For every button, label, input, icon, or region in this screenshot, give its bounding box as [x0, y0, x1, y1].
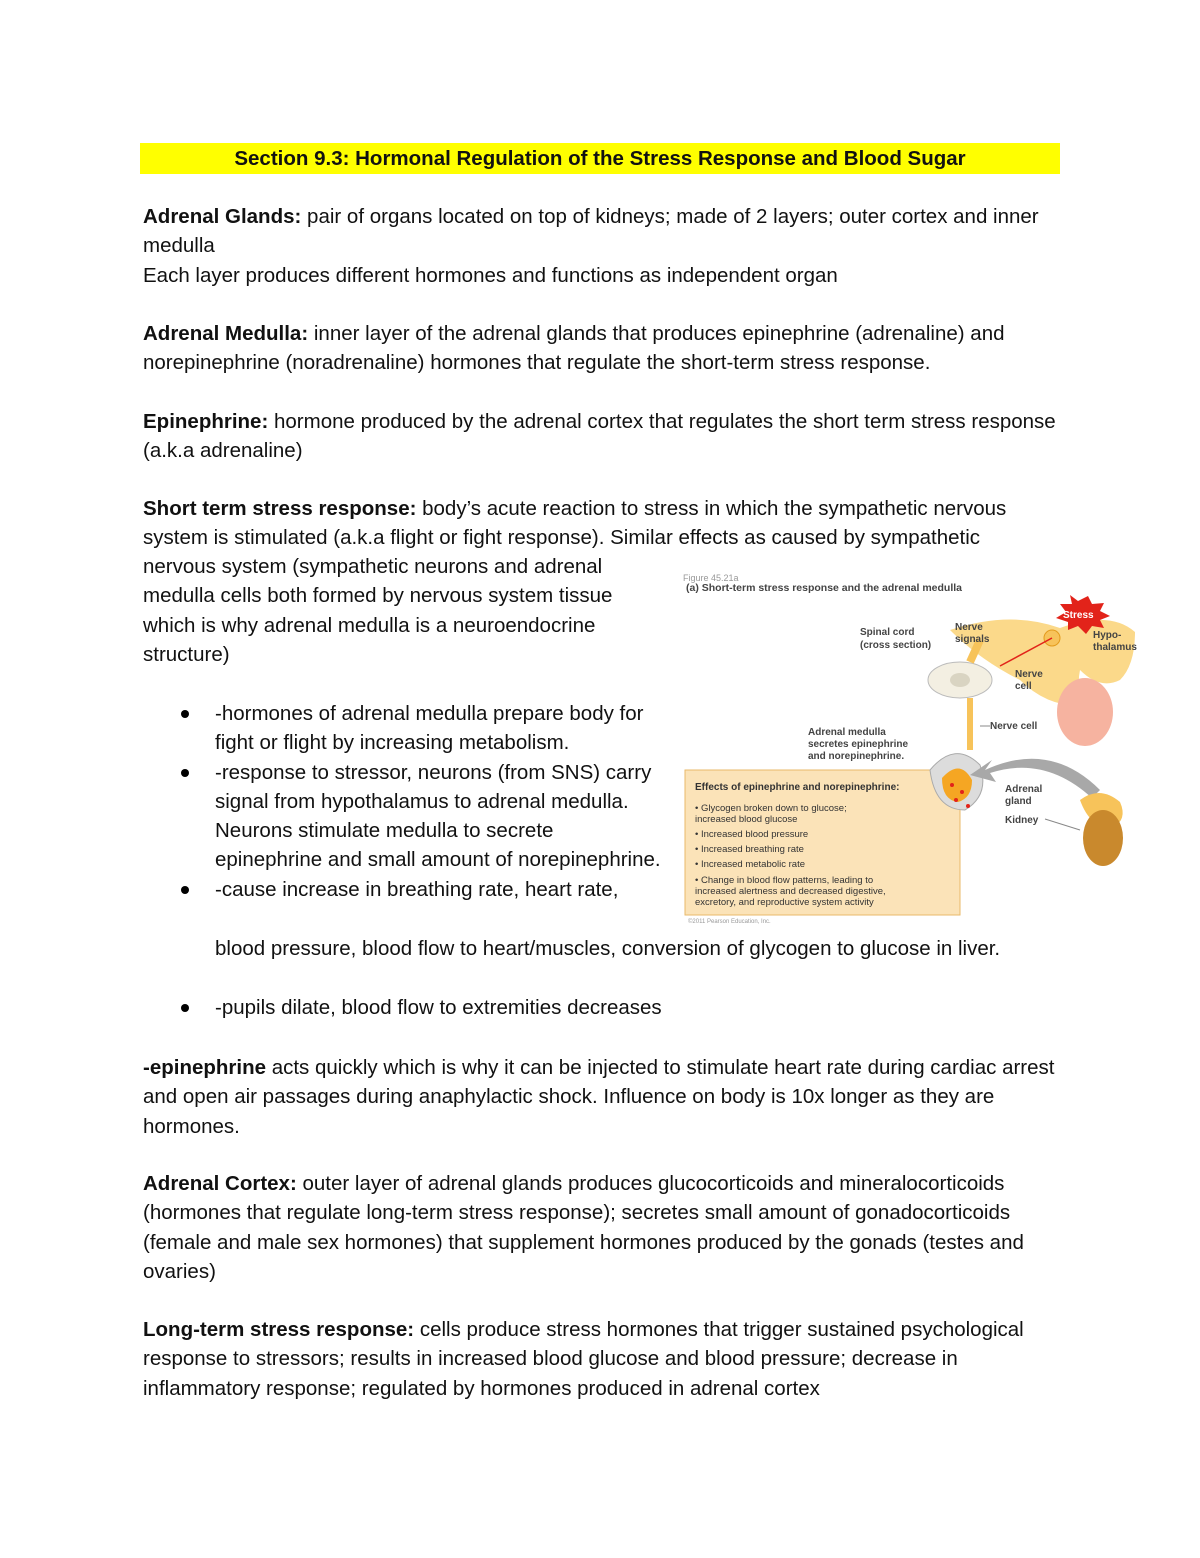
adrenal-glands-line2: Each layer produces different hormones and functions as independent organ [143, 263, 838, 287]
bullet-icon [181, 769, 189, 777]
effect-line: increased alertness and decreased digestive, [695, 886, 886, 897]
figure-label: Figure 45.21a [683, 573, 739, 583]
bullet-icon [181, 886, 189, 894]
epinephrine-note-text: acts quickly which is why it can be injected to stimulate heart rate during cardiac arrest and open air passages during anaphylactic shock. Influence on body is 10x longer as they are hormones. [143, 1056, 1055, 1138]
list-item: -cause increase in breathing rate, heart rate, [143, 875, 663, 904]
adrenal-gland-label-1: Adrenal [1005, 784, 1043, 795]
adrenal-medulla-text: inner layer of the adrenal glands that produces epinephrine (adrenaline) and norepinephrine (noradrenaline) hormones that regulate the short-term stress response. [143, 322, 1005, 375]
hypothalamus-label-1: Hypo- [1093, 630, 1122, 641]
bullet-list-bottom [143, 993, 1058, 1022]
nerve-cell-label: Nerve cell [990, 721, 1038, 732]
effect-line: excretory, and reproductive system activity [695, 897, 874, 908]
spinal-cord-label-1: Spinal cord [860, 627, 915, 638]
effect-line: increased blood glucose [695, 814, 798, 825]
list-item: -pupils dilate, blood flow to extremities decreases [143, 993, 1058, 1022]
effect-line: • Increased metabolic rate [695, 859, 805, 870]
figure-copyright: ©2011 Pearson Education, Inc. [688, 919, 771, 925]
term-epinephrine: Epinephrine: [143, 410, 269, 433]
short-term-text: body’s acute reaction to stress in which the sympathetic nervous system is stimulated (a.k.a flight or fight response). Similar effects as caused by sympathetic [143, 497, 1007, 550]
kidney-label: Kidney [1005, 815, 1039, 826]
term-adrenal-glands: Adrenal Glands: [143, 205, 302, 228]
hypothalamus-label-2: thalamus [1093, 642, 1137, 653]
term-adrenal-cortex: Adrenal Cortex: [143, 1172, 297, 1195]
figure-caption: (a) Short-term stress response and the adrenal medulla [686, 582, 962, 594]
hormone-dot [966, 804, 970, 808]
nerve-signals-label-1: Nerve [955, 622, 983, 633]
short-term-continuation: nervous system (sympathetic neurons and adrenal medulla cells both formed by nervous system tissue which is why adrenal medulla is a neuroendocrine structure) [143, 555, 613, 666]
kidney-pointer [1045, 819, 1080, 830]
hormone-dot [950, 783, 954, 787]
effect-line: • Change in blood flow patterns, leading to [695, 875, 874, 886]
adrenal-medulla-label-3: and norepinephrine. [808, 751, 905, 762]
effect-line: • Increased blood pressure [695, 829, 809, 840]
kidney-icon [1083, 810, 1123, 866]
section-title: Section 9.3: Hormonal Regulation of the Stress Response and Blood Sugar [140, 143, 1060, 174]
adrenal-cortex-text: outer layer of adrenal glands produces glucocorticoids and mineralocorticoids (hormones that regulate long-term stress response); secretes small amount of gonadocorticoids (female and male sex hormones) that supplement hormones produced by the gonads (testes and ovaries) [143, 1172, 1024, 1283]
bullet-icon [181, 1004, 189, 1012]
stress-response-figure [680, 570, 1140, 925]
long-term-definition [143, 1315, 1058, 1403]
effect-line: • Increased breathing rate [695, 844, 804, 855]
term-adrenal-medulla: Adrenal Medulla: [143, 322, 309, 345]
nerve-signals-label-2: signals [955, 634, 990, 645]
bullet-list-top [143, 699, 663, 904]
epinephrine-definition [143, 407, 1058, 466]
list-item: -hormones of adrenal medulla prepare body for fight or flight by increasing metabolism. [143, 699, 663, 758]
nerve-cell-top-label-1: Nerve [1015, 669, 1043, 680]
adrenal-cortex-definition [143, 1169, 1058, 1286]
adrenal-medulla-definition [143, 319, 1058, 378]
bullet-icon [181, 710, 189, 718]
list-item: -response to stressor, neurons (from SNS) carry signal from hypothalamus to adrenal medulla. Neurons stimulate medulla to secrete epinephrine and small amount of norepinephrine. [143, 758, 663, 875]
epinephrine-note [143, 1053, 1058, 1141]
long-term-text: cells produce stress hormones that trigger sustained psychological response to stressors; results in increased blood glucose and blood pressure; decrease in inflammatory response; regulated by hormones produced in adrenal cortex [143, 1318, 1024, 1400]
term-epinephrine-note: -epinephrine [143, 1056, 267, 1079]
adrenal-medulla-label-2: secretes epinephrine [808, 739, 909, 750]
adrenal-gland-label-2: gland [1005, 796, 1032, 807]
stress-label: Stress [1063, 610, 1094, 621]
effects-title: Effects of epinephrine and norepinephrine: [695, 782, 900, 793]
nerve-cell-top-label-2: cell [1015, 681, 1032, 692]
adrenal-glands-text: pair of organs located on top of kidneys; made of 2 layers; outer cortex and inner medulla [143, 205, 1039, 258]
hormone-dot [960, 790, 964, 794]
effect-line: • Glycogen broken down to glucose; [695, 803, 847, 814]
adrenal-glands-definition [143, 202, 1058, 290]
spinal-cord-label-2: (cross section) [860, 640, 932, 651]
epinephrine-text: hormone produced by the adrenal cortex that regulates the short term stress response (a.k.a adrenaline) [143, 410, 1056, 463]
term-long-term: Long-term stress response: [143, 1318, 415, 1341]
spinal-cord-center [950, 673, 970, 687]
adrenal-medulla-label-1: Adrenal medulla [808, 727, 886, 738]
term-short-term: Short term stress response: [143, 497, 417, 520]
bullet-3-continuation: blood pressure, blood flow to heart/muscles, conversion of glycogen to glucose in liver. [215, 937, 1001, 960]
pituitary-shape [1057, 678, 1113, 746]
hormone-dot [954, 798, 958, 802]
short-term-definition [143, 494, 1058, 553]
